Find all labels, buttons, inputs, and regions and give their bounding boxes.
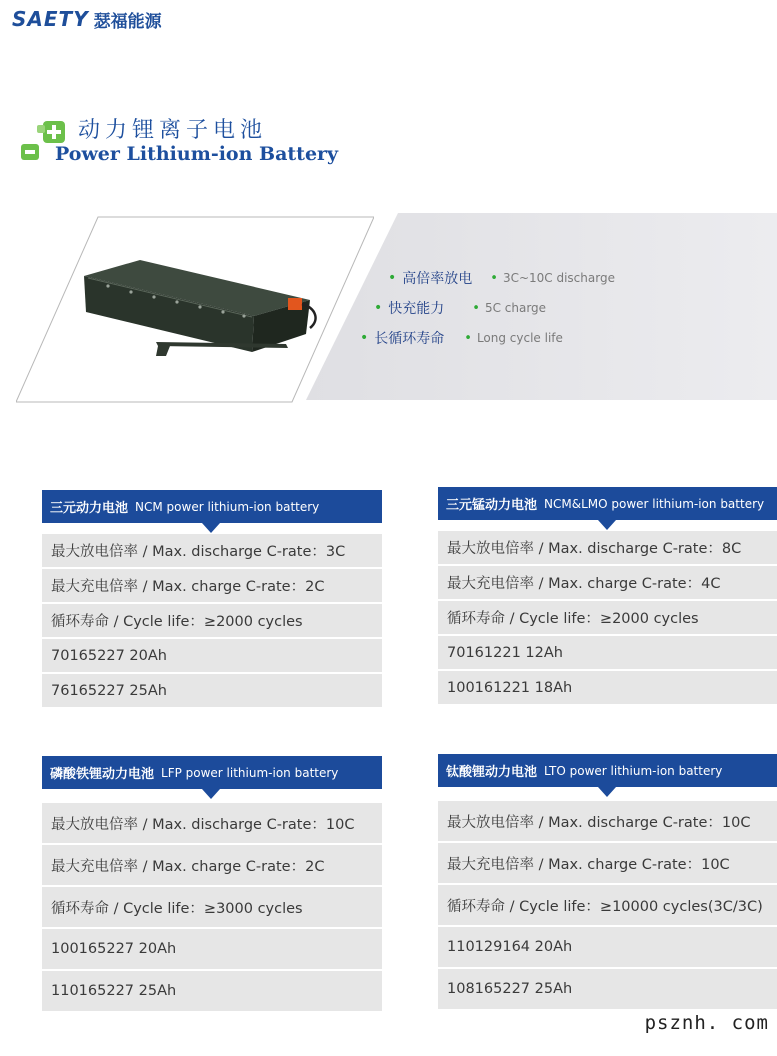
spec-title-cn: 三元动力电池 [50, 501, 129, 516]
bullet-dot-icon: • [490, 270, 498, 286]
spec-table-header [42, 490, 382, 523]
spec-title-en: NCM&LMO power lithium-ion battery [544, 496, 765, 511]
header-pointer-arrow [202, 789, 220, 799]
spec-table-header [438, 754, 777, 787]
spec-row: 最大放电倍率 / Max. discharge C-rate：10C [42, 803, 382, 843]
spec-row: 循环寿命 / Cycle life：≥3000 cycles [42, 887, 382, 927]
section-title-english: Power Lithium-ion Battery [55, 143, 339, 165]
feature-label-en-wrap [490, 271, 615, 286]
bullet-dot-icon: • [388, 270, 397, 286]
header-pointer-arrow [598, 787, 616, 797]
spec-row: 最大充电倍率 / Max. charge C-rate：10C [438, 843, 777, 883]
spec-row: 100165227 20Ah [42, 929, 382, 969]
spec-row: 最大充电倍率 / Max. charge C-rate：2C [42, 845, 382, 885]
spec-title-cn: 三元锰动力电池 [446, 498, 538, 513]
spec-row: 循环寿命 / Cycle life：≥10000 cycles(3C/3C) [438, 885, 777, 925]
spec-row: 70161221 12Ah [438, 636, 777, 669]
site-watermark: psznh. com [644, 1012, 769, 1034]
spec-table-lto [438, 754, 777, 1011]
feature-long-cycle-life [360, 328, 563, 348]
spec-title-en: LFP power lithium-ion battery [161, 765, 339, 780]
spec-row: 76165227 25Ah [42, 674, 382, 707]
spec-row: 70165227 20Ah [42, 639, 382, 672]
spec-title-en: LTO power lithium-ion battery [544, 763, 723, 778]
spec-row: 循环寿命 / Cycle life：≥2000 cycles [42, 604, 382, 637]
feature-label-en-wrap [464, 331, 563, 346]
logo-chinese-text: 瑟福能源 [93, 11, 162, 32]
spec-table-ncm-lmo [438, 487, 777, 706]
bullet-dot-icon: • [464, 330, 472, 346]
spec-row: 110129164 20Ah [438, 927, 777, 967]
spec-table-header [42, 756, 382, 789]
bullet-dot-icon: • [360, 330, 369, 346]
feature-label-en: 3C~10C discharge [502, 271, 615, 285]
header-pointer-arrow [202, 523, 220, 533]
spec-table-header [438, 487, 777, 520]
feature-label-en-wrap [472, 301, 546, 316]
feature-label-cn: 长循环寿命 [374, 331, 445, 347]
spec-table-lfp [42, 756, 382, 1013]
feature-label-en: 5C charge [484, 301, 547, 315]
battery-product-image [16, 216, 374, 403]
feature-fast-charge [374, 298, 546, 318]
bullet-dot-icon: • [374, 300, 383, 316]
bullet-dot-icon: • [472, 300, 480, 316]
spec-row: 最大放电倍率 / Max. discharge C-rate：8C [438, 531, 777, 564]
feature-label-en: Long cycle life [476, 331, 563, 345]
feature-label-cn: 高倍率放电 [402, 271, 473, 287]
spec-row: 108165227 25Ah [438, 969, 777, 1009]
spec-row: 100161221 18Ah [438, 671, 777, 704]
spec-title-cn: 磷酸铁锂动力电池 [50, 767, 155, 782]
brand-logo [12, 6, 162, 32]
feature-high-rate-discharge [388, 268, 615, 288]
feature-label-cn: 快充能力 [388, 301, 445, 317]
header-pointer-arrow [598, 520, 616, 530]
spec-title-cn: 钛酸锂动力电池 [446, 765, 538, 780]
spec-row: 最大充电倍率 / Max. charge C-rate：2C [42, 569, 382, 602]
spec-row: 最大放电倍率 / Max. discharge C-rate：10C [438, 801, 777, 841]
spec-row: 最大放电倍率 / Max. discharge C-rate：3C [42, 534, 382, 567]
spec-row: 最大充电倍率 / Max. charge C-rate：4C [438, 566, 777, 599]
spec-row: 110165227 25Ah [42, 971, 382, 1011]
spec-title-en: NCM power lithium-ion battery [135, 499, 320, 514]
spec-table-ncm [42, 490, 382, 709]
logo-latin-text: SAETY [12, 7, 89, 31]
section-title-chinese: 动力锂离子电池 [78, 118, 268, 143]
spec-row: 循环寿命 / Cycle life：≥2000 cycles [438, 601, 777, 634]
